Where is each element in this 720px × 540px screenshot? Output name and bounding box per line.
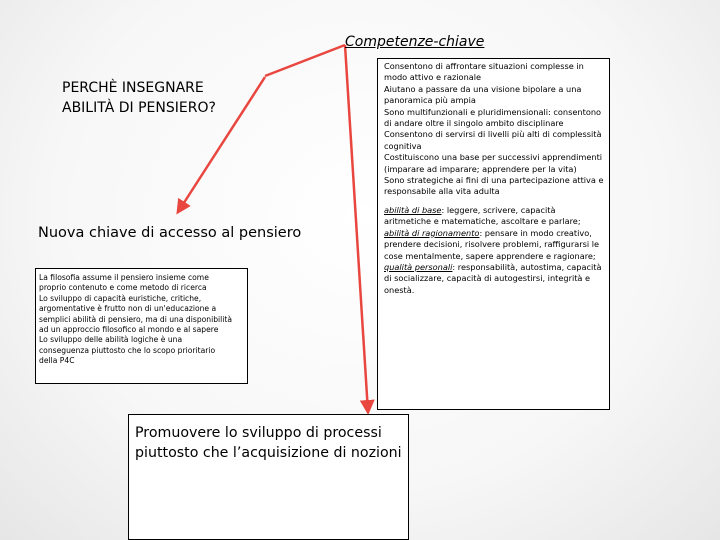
- processes-box: [128, 414, 409, 540]
- philosophy-line: Lo sviluppo di capacità euristiche, critiche,: [39, 293, 202, 303]
- skill-label-personal: qualità personali: [384, 261, 453, 272]
- philosophy-line: proprio contenuto e come metodo di ricerca: [39, 283, 207, 293]
- question-line-1: PERCHÈ INSEGNARE: [62, 80, 204, 96]
- philosophy-line: argomentative è frutto non di un'educazione a: [39, 304, 217, 314]
- philosophy-box: [35, 268, 248, 384]
- processes-line-1: Promuovere lo sviluppo di processi: [135, 425, 382, 441]
- skill-text-personal: : responsabilità, autostima, capacità di socializzare, capacità di autogestirsi, integrità e onestà.: [384, 261, 602, 295]
- philosophy-line: Lo sviluppo delle abilità logiche è una: [39, 335, 183, 345]
- competences-box: [377, 58, 610, 410]
- competence-line: di andare oltre il singolo ambito disciplinare: [384, 118, 564, 129]
- competence-line: responsabile alla vita adulta: [384, 186, 500, 197]
- competence-line: Sono strategiche ai fini di una partecipazione attiva e: [384, 175, 604, 186]
- competence-line: Aiutano a passare da una visione bipolare a una: [384, 83, 582, 94]
- skill-label-reasoning: abilità di ragionamento: [384, 227, 480, 238]
- competence-line: modo attivo e razionale: [384, 72, 482, 83]
- philosophy-line: conseguenza piuttosto che lo scopo prioritario: [39, 345, 216, 355]
- skills-paragraph: [384, 205, 604, 296]
- diagram-title: Competenze-chiave: [345, 34, 485, 50]
- competence-line: Costituiscono una base per successivi apprendimenti: [384, 152, 603, 163]
- skill-text-reasoning: : pensare in modo creativo, prendere decisioni, risolvere problemi, raffigurarsi le cose mentalmente, sapere apprendere e ragionare;: [384, 227, 600, 261]
- philosophy-line: della P4C: [39, 356, 75, 366]
- arrow-title-to-bottom: [345, 45, 368, 412]
- question-line-2: ABILITÀ DI PENSIERO?: [62, 100, 216, 116]
- competence-line: (imparare ad imparare; apprendere per la vita): [384, 163, 577, 174]
- question-heading: [62, 78, 282, 118]
- competence-line: panoramica più ampia: [384, 95, 476, 106]
- competence-line: cognitiva: [384, 140, 422, 151]
- processes-line-2: piuttosto che l’acquisizione di nozioni: [135, 445, 402, 461]
- competence-line: Sono multifunzionali e pluridimensionali: consentono: [384, 106, 602, 117]
- arrow-title-to-question: [265, 45, 345, 76]
- competence-line: Consentono di servirsi di livelli più alti di complessità: [384, 129, 602, 140]
- philosophy-line: semplici abilità di pensiero, ma di una disponibilità: [39, 314, 232, 324]
- skill-text-base: : leggere, scrivere, capacità aritmetiche e matematiche, ascoltare e parlare;: [384, 204, 581, 227]
- competence-line: Consentono di affrontare situazioni complesse in: [384, 61, 584, 71]
- skill-label-base: abilità di base: [384, 204, 442, 215]
- philosophy-line: La filosofia assume il pensiero insieme come: [39, 273, 209, 282]
- key-heading: Nuova chiave di accesso al pensiero: [38, 225, 302, 241]
- philosophy-line: ad un approccio filosofico al mondo e al sapere: [39, 325, 219, 335]
